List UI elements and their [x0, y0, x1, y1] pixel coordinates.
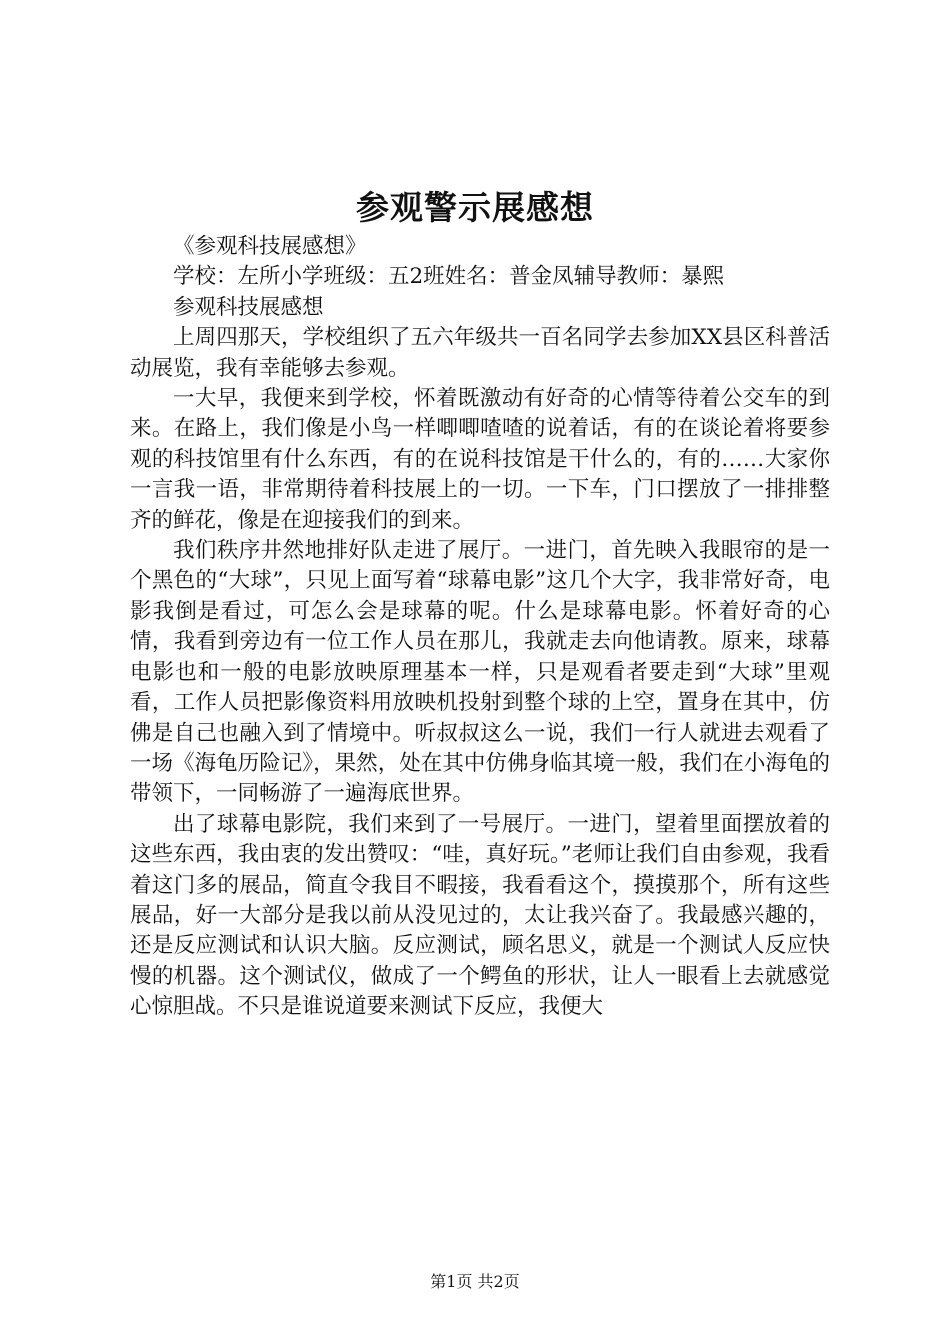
- paragraph-heading-quote: 《参观科技展感想》: [173, 234, 367, 259]
- paragraph-intro: 上周四那天，学校组织了五六年级共一百名同学去参加XX县区科普活动展览，我有幸能够去参观。: [130, 325, 830, 381]
- paragraph-exhibit-hall: 出了球幕电影院，我们来到了一号展厅。一进门，望着里面摆放着的这些东西，我由衷的发出赞叹：“哇，真好玩。”老师让我们自由参观，我看着这门多的展品，简直令我目不暇接，我看看这个，摸摸那个，所有这些展品，好一大部分是我以前从没见过的，太让我兴奋了。我最感兴趣的，还是反应测试和认识大脑。反应测试，顾名思义，就是一个测试人反应快慢的机器。这个测试仪，做成了一个鳄鱼的形状，让人一眼看上去就感觉心惊胆战。不只是谁说道要来测试下反应，我便大: [130, 811, 830, 1020]
- paragraph-author-info: 学校：左所小学班级：五2班姓名：普金凤辅导教师：暴熙: [173, 264, 725, 290]
- page-title: 参观警示展感想: [356, 188, 594, 227]
- document-body: [130, 232, 830, 1023]
- page-number-footer: 第1页 共2页: [430, 1272, 520, 1291]
- paragraph-dome-cinema: 我们秩序井然地排好队走进了展厅。一进门，首先映入我眼帘的是一个黑色的“大球”，只见上面写着“球幕电影”这几个大字，我非常好奇，电影我倒是看过，可怎么会是球幕的呢。什么是球幕电影。怀着好奇的心情，我看到旁边有一位工作人员在那儿，我就走去向他请教。原来，球幕电影也和一般的电影放映原理基本一样，只是观看者要走到“大球”里观看，工作人员把影像资料用放映机投射到整个球的上空，置身在其中，仿佛是自己也融入到了情境中。听叔叔这么一说，我们一行人就进去观看了一场《海龟历险记》，果然，处在其中仿佛身临其境一般，我们在小海龟的带领下，一同畅游了一遍海底世界。: [130, 538, 830, 807]
- paragraph-morning: 一大早，我便来到学校，怀着既激动有好奇的心情等待着公交车的到来。在路上，我们像是小鸟一样唧唧喳喳的说着话，有的在谈论着将要参观的科技馆里有什么东西，有的在说科技馆是干什么的，有的……大家你一言我一语，非常期待着科技展上的一切。一下车，门口摆放了一排排整齐的鲜花，像是在迎接我们的到来。: [130, 386, 830, 533]
- paragraph-subtitle: 参观科技展感想: [173, 294, 324, 320]
